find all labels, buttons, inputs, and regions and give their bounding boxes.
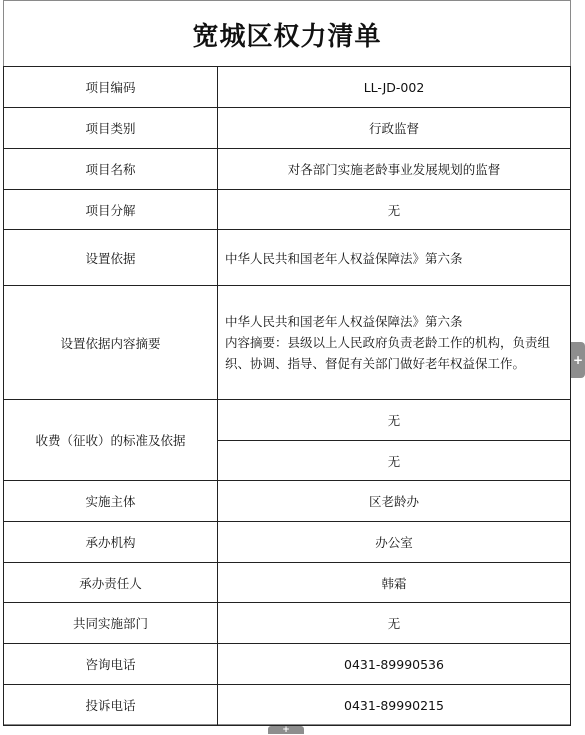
table-row — [4, 644, 571, 685]
row-value-name: 对各部门实施老龄事业发展规划的监督 — [218, 149, 571, 190]
row-value-fee-standard: 无 — [218, 400, 571, 441]
plus-icon: + — [572, 353, 584, 367]
row-label-responsible: 承办责任人 — [4, 563, 218, 603]
expand-right-button[interactable] — [571, 342, 585, 378]
row-label-code: 项目编码 — [4, 67, 218, 108]
power-list-table — [3, 66, 571, 726]
row-label-consult-phone: 咨询电话 — [4, 644, 218, 685]
title-area — [3, 0, 571, 67]
table-row — [4, 685, 571, 726]
table-row — [4, 603, 571, 644]
table-row — [4, 67, 571, 108]
row-value-breakdown: 无 — [218, 190, 571, 230]
row-value-basis-summary — [218, 286, 571, 400]
table-row — [4, 563, 571, 603]
table-row — [4, 230, 571, 286]
row-label-fee: 收费（征收）的标准及依据 — [4, 400, 218, 481]
table-row — [4, 400, 571, 441]
expand-bottom-button[interactable] — [268, 726, 304, 734]
table-row — [4, 522, 571, 563]
row-label-basis-summary: 设置依据内容摘要 — [4, 286, 218, 400]
row-value-basis: 中华人民共和国老年人权益保障法》第六条 — [218, 230, 571, 286]
row-value-agency: 办公室 — [218, 522, 571, 563]
plus-icon: + — [282, 725, 290, 735]
row-label-name: 项目名称 — [4, 149, 218, 190]
row-label-basis: 设置依据 — [4, 230, 218, 286]
table-row — [4, 149, 571, 190]
row-value-complaint-phone: 0431-89990215 — [218, 685, 571, 726]
table-row — [4, 481, 571, 522]
row-label-subject: 实施主体 — [4, 481, 218, 522]
basis-summary-line1: 中华人民共和国老年人权益保障法》第六条 — [225, 314, 463, 329]
row-value-code: LL-JD-002 — [218, 67, 571, 108]
row-label-joint-dept: 共同实施部门 — [4, 603, 218, 644]
basis-summary-line2: 内容摘要：县级以上人民政府负责老龄工作的机构，负责组织、协调、指导、督促有关部门做好老年权益保工作。 — [225, 335, 551, 371]
table-row — [4, 286, 571, 400]
row-label-complaint-phone: 投诉电话 — [4, 685, 218, 726]
row-value-category: 行政监督 — [218, 108, 571, 149]
table-row — [4, 190, 571, 230]
row-value-joint-dept: 无 — [218, 603, 571, 644]
page-title: 宽城区权力清单 — [192, 21, 382, 52]
row-value-fee-basis: 无 — [218, 441, 571, 481]
row-value-consult-phone: 0431-89990536 — [218, 644, 571, 685]
row-label-agency: 承办机构 — [4, 522, 218, 563]
row-value-subject: 区老龄办 — [218, 481, 571, 522]
row-label-category: 项目类别 — [4, 108, 218, 149]
table-row — [4, 108, 571, 149]
row-label-breakdown: 项目分解 — [4, 190, 218, 230]
row-value-responsible: 韩霜 — [218, 563, 571, 603]
